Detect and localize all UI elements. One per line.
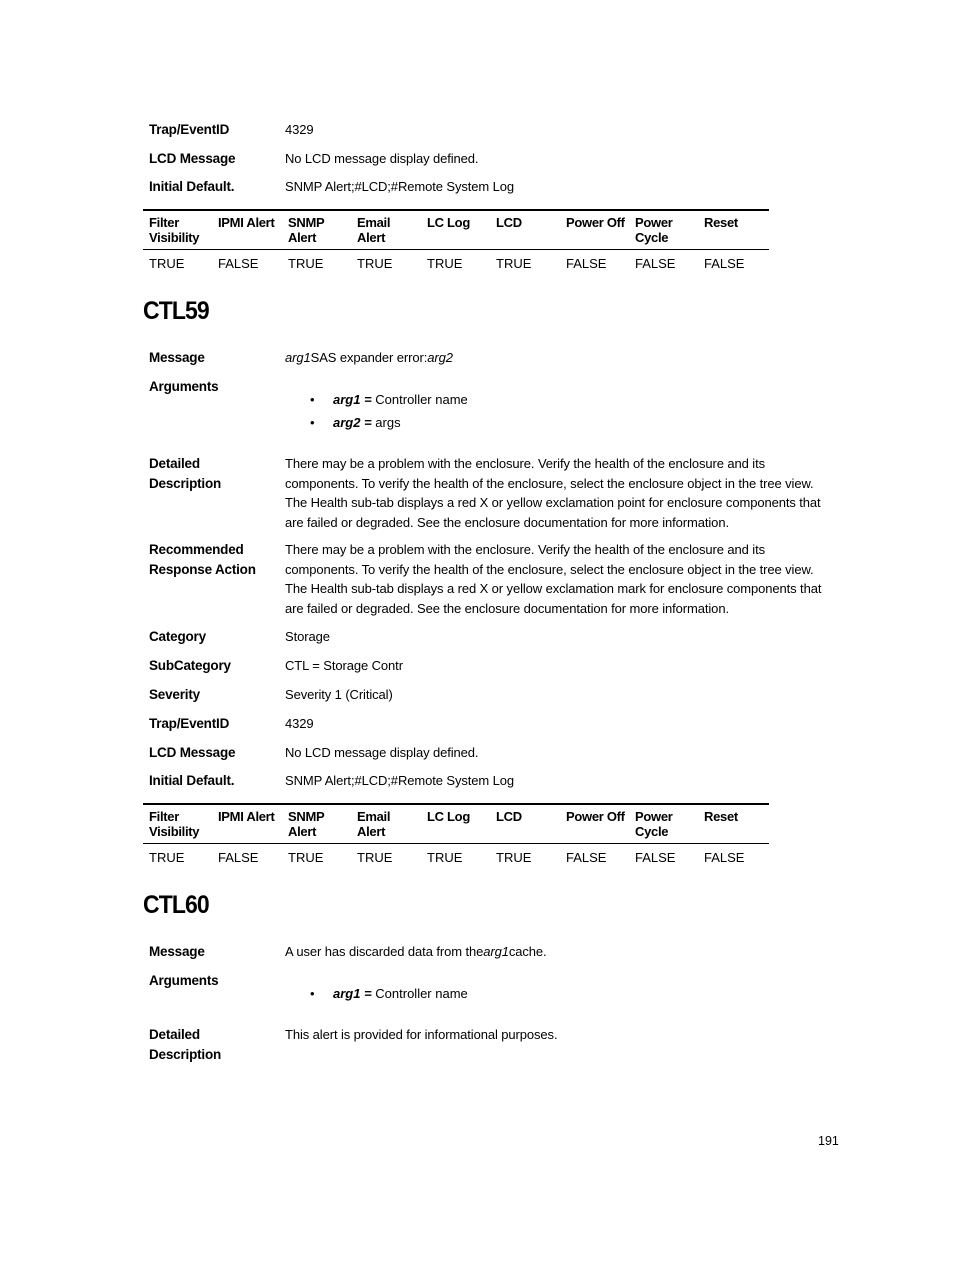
table-rule-mid <box>143 249 769 250</box>
table-header-lc-log: LC Log <box>427 809 470 824</box>
message-text: A user has discarded data from the <box>285 944 484 959</box>
table-cell: TRUE <box>149 256 185 271</box>
field-label-lcd-message: LCD Message <box>149 745 236 760</box>
table-cell: TRUE <box>496 850 532 865</box>
field-label-initial-default: Initial Default. <box>149 179 235 194</box>
label-line: Response Action <box>149 561 256 577</box>
table-cell: FALSE <box>635 256 676 271</box>
table-cell: TRUE <box>496 256 532 271</box>
page-number: 191 <box>818 1134 839 1148</box>
field-value-message <box>285 942 835 962</box>
field-label-category: Category <box>149 629 206 644</box>
bullet-icon: • <box>310 415 315 430</box>
table-header-filter-visibility: Filter Visibility <box>149 809 200 839</box>
table-rule-top <box>143 209 769 211</box>
field-label-arguments: Arguments <box>149 379 219 394</box>
field-value-initial-default: SNMP Alert;#LCD;#Remote System Log <box>285 179 515 194</box>
bullet-icon: • <box>310 392 315 407</box>
table-cell: FALSE <box>704 850 745 865</box>
table-cell: FALSE <box>218 850 259 865</box>
filter-table <box>143 803 769 867</box>
table-header-snmp-alert: SNMP Alert <box>288 809 325 839</box>
bullet-icon: • <box>310 986 315 1001</box>
table-cell: FALSE <box>704 256 745 271</box>
table-header-ipmi-alert: IPMI Alert <box>218 809 275 824</box>
message-text: SAS expander error: <box>310 350 428 365</box>
section-heading-ctl59: CTL59 <box>143 297 209 325</box>
field-value-message <box>285 348 835 368</box>
table-rule-mid <box>143 843 769 844</box>
list-item <box>333 984 468 1003</box>
field-label-trap-eventid: Trap/EventID <box>149 716 230 731</box>
arg-desc: args <box>371 415 401 430</box>
table-header-ipmi-alert: IPMI Alert <box>218 215 275 230</box>
table-cell: FALSE <box>566 850 607 865</box>
field-value-detailed-description: There may be a problem with the enclosure. Verify the health of the enclosure and its components. To verify the health of the enclosure, select the enclosure object in the tree view. The Health sub-tab displays a red X or yellow exclamation point for enclosure components that are failed or degraded. See the enclosure documentation for more information. <box>285 456 821 530</box>
arg-desc: Controller name <box>371 986 468 1001</box>
table-cell: TRUE <box>288 256 324 271</box>
field-label-detailed-description <box>149 454 221 493</box>
field-value-initial-default: SNMP Alert;#LCD;#Remote System Log <box>285 773 515 788</box>
arg-desc: Controller name <box>371 392 468 407</box>
label-line: Description <box>149 475 222 491</box>
table-cell: TRUE <box>427 256 463 271</box>
field-label-detailed-description <box>149 1025 221 1064</box>
list-item <box>333 413 401 432</box>
table-header-power-off: Power Off <box>566 809 625 824</box>
table-header-lc-log: LC Log <box>427 215 470 230</box>
field-value-lcd-message: No LCD message display defined. <box>285 745 479 760</box>
field-value-category: Storage <box>285 629 330 644</box>
label-line: Detailed <box>149 1027 200 1042</box>
field-value-trap-eventid: 4329 <box>285 122 314 137</box>
arg-name: arg1 = <box>333 986 372 1001</box>
field-label-recommended-response <box>149 540 256 579</box>
message-text: cache. <box>508 944 547 959</box>
field-value-recommended-response: There may be a problem with the enclosure. Verify the health of the enclosure and its components. To verify the health of the enclosure, select the enclosure object in the tree view. The Health sub-tab displays a red X or yellow exclamation mark for enclosure components that are failed or degraded. See the enclosure documentation for more information. <box>285 542 822 616</box>
table-rule-top <box>143 803 769 805</box>
field-label-trap-eventid: Trap/EventID <box>149 122 230 137</box>
table-cell: TRUE <box>357 256 393 271</box>
arg-placeholder: arg1 <box>285 350 311 365</box>
table-cell: TRUE <box>149 850 185 865</box>
table-header-email-alert: Email Alert <box>357 809 391 839</box>
table-header-reset: Reset <box>704 215 738 230</box>
arg-name: arg1 = <box>333 392 372 407</box>
label-line: Description <box>149 1046 222 1062</box>
table-cell: FALSE <box>566 256 607 271</box>
label-line: Detailed <box>149 456 200 471</box>
arg-name: arg2 = <box>333 415 372 430</box>
table-header-lcd: LCD <box>496 809 522 824</box>
label-line: Recommended <box>149 542 244 557</box>
table-header-power-cycle: Power Cycle <box>635 215 673 245</box>
field-value-severity: Severity 1 (Critical) <box>285 687 393 702</box>
table-header-power-off: Power Off <box>566 215 625 230</box>
table-cell: TRUE <box>288 850 324 865</box>
filter-table <box>143 209 769 273</box>
field-label-severity: Severity <box>149 687 200 702</box>
field-label-arguments: Arguments <box>149 973 219 988</box>
table-header-reset: Reset <box>704 809 738 824</box>
field-label-lcd-message: LCD Message <box>149 151 236 166</box>
table-header-filter-visibility: Filter Visibility <box>149 215 200 245</box>
table-cell: FALSE <box>635 850 676 865</box>
field-label-subcategory: SubCategory <box>149 658 231 673</box>
section-heading-ctl60: CTL60 <box>143 891 209 919</box>
field-label-initial-default: Initial Default. <box>149 773 235 788</box>
table-cell: TRUE <box>357 850 393 865</box>
table-cell: FALSE <box>218 256 259 271</box>
table-cell: TRUE <box>427 850 463 865</box>
table-header-lcd: LCD <box>496 215 522 230</box>
field-value-detailed-description: This alert is provided for informational purposes. <box>285 1027 558 1042</box>
arg-placeholder: arg1 <box>483 944 509 959</box>
table-header-snmp-alert: SNMP Alert <box>288 215 325 245</box>
field-label-message: Message <box>149 350 205 365</box>
field-label-message: Message <box>149 944 205 959</box>
table-header-email-alert: Email Alert <box>357 215 391 245</box>
field-value-trap-eventid: 4329 <box>285 716 314 731</box>
field-value-lcd-message: No LCD message display defined. <box>285 151 479 166</box>
table-header-power-cycle: Power Cycle <box>635 809 673 839</box>
field-value-subcategory: CTL = Storage Contr <box>285 658 403 673</box>
arg-placeholder: arg2 <box>427 350 453 365</box>
list-item <box>333 390 468 409</box>
